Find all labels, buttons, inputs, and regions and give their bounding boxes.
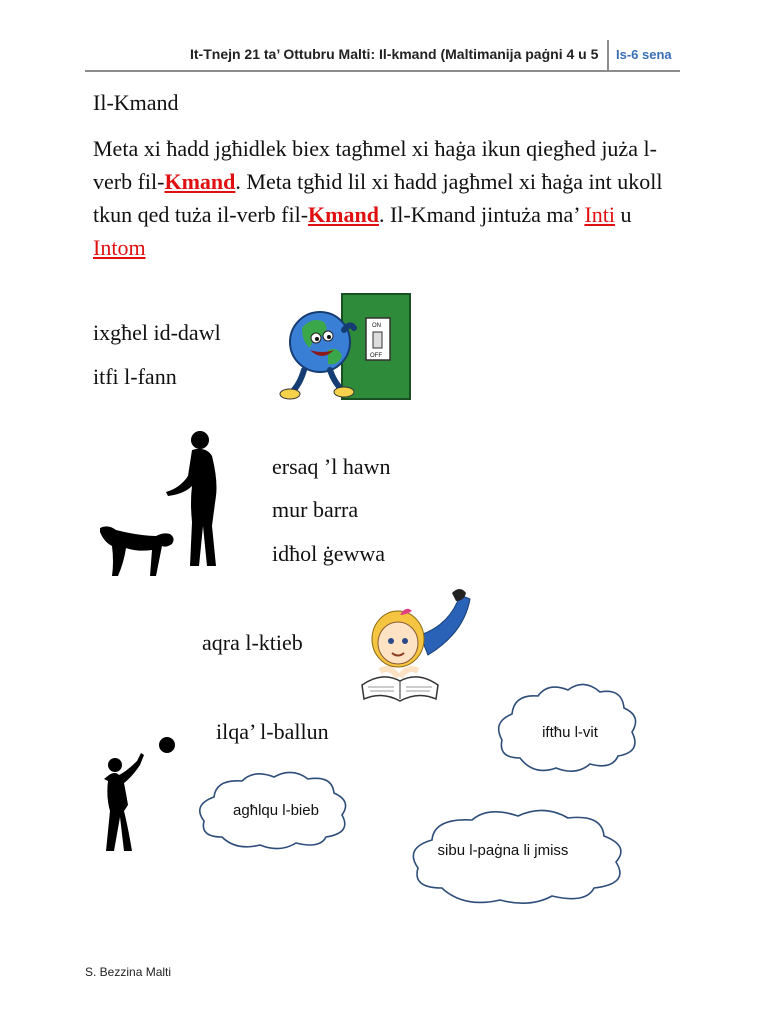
footer-author: S. Bezzina Malti xyxy=(85,965,172,979)
cloud-1-label: iftħu l-vit xyxy=(542,724,598,741)
para-text-1: Meta xi ħadd jgħidlek biex tagħmel xi ħaġa ikun qiegħed juża l-verb fil- xyxy=(93,136,657,194)
command-3: ersaq ’l hawn xyxy=(272,454,391,479)
command-2: itfi l-fann xyxy=(93,364,177,389)
command-7: ilqa’ l-ballun xyxy=(216,719,329,744)
intro-paragraph xyxy=(93,132,683,264)
ball-catcher-silhouette xyxy=(105,735,180,860)
para-text-u: u xyxy=(615,202,632,227)
switch-on-label: ON xyxy=(372,323,381,329)
kmand-term-2: Kmand xyxy=(308,202,379,227)
page-title: Il-Kmand xyxy=(93,90,179,115)
para-text-2: . Meta tgħid lil xi ħadd jagħmel xi ħaġa int ukoll tkun qed tuża il-verb fil- xyxy=(93,169,663,227)
command-6: aqra l-ktieb xyxy=(202,630,303,655)
header-grade: Is-6 sena xyxy=(616,47,672,62)
para-text-3: . Il-Kmand jintuża ma’ xyxy=(378,202,585,227)
cloud-2-label: agħlqu l-bieb xyxy=(233,802,319,819)
header-rule xyxy=(85,70,680,72)
cloud-3-label: sibu l-paġna li jmiss xyxy=(437,842,569,859)
intom-term: Intom xyxy=(93,235,146,260)
girl-reading-book-illustration xyxy=(360,585,475,707)
kmand-term-1: Kmand xyxy=(164,169,236,194)
header-title: It-Tnejn 21 ta’ Ottubru Malti: Il-kmand (Maltimanija paġni 4 u 5 xyxy=(190,46,599,62)
globe-light-switch-illustration xyxy=(280,290,415,405)
speech-cloud-3 xyxy=(408,812,638,910)
man-and-dog-silhouette xyxy=(100,430,235,590)
inti-term: Inti xyxy=(584,202,615,227)
command-5: idħol ġewwa xyxy=(272,541,386,566)
header-separator xyxy=(607,40,609,72)
command-4: mur barra xyxy=(272,497,359,522)
switch-off-label: OFF xyxy=(370,353,382,359)
command-1: ixgħel id-dawl xyxy=(93,320,221,345)
